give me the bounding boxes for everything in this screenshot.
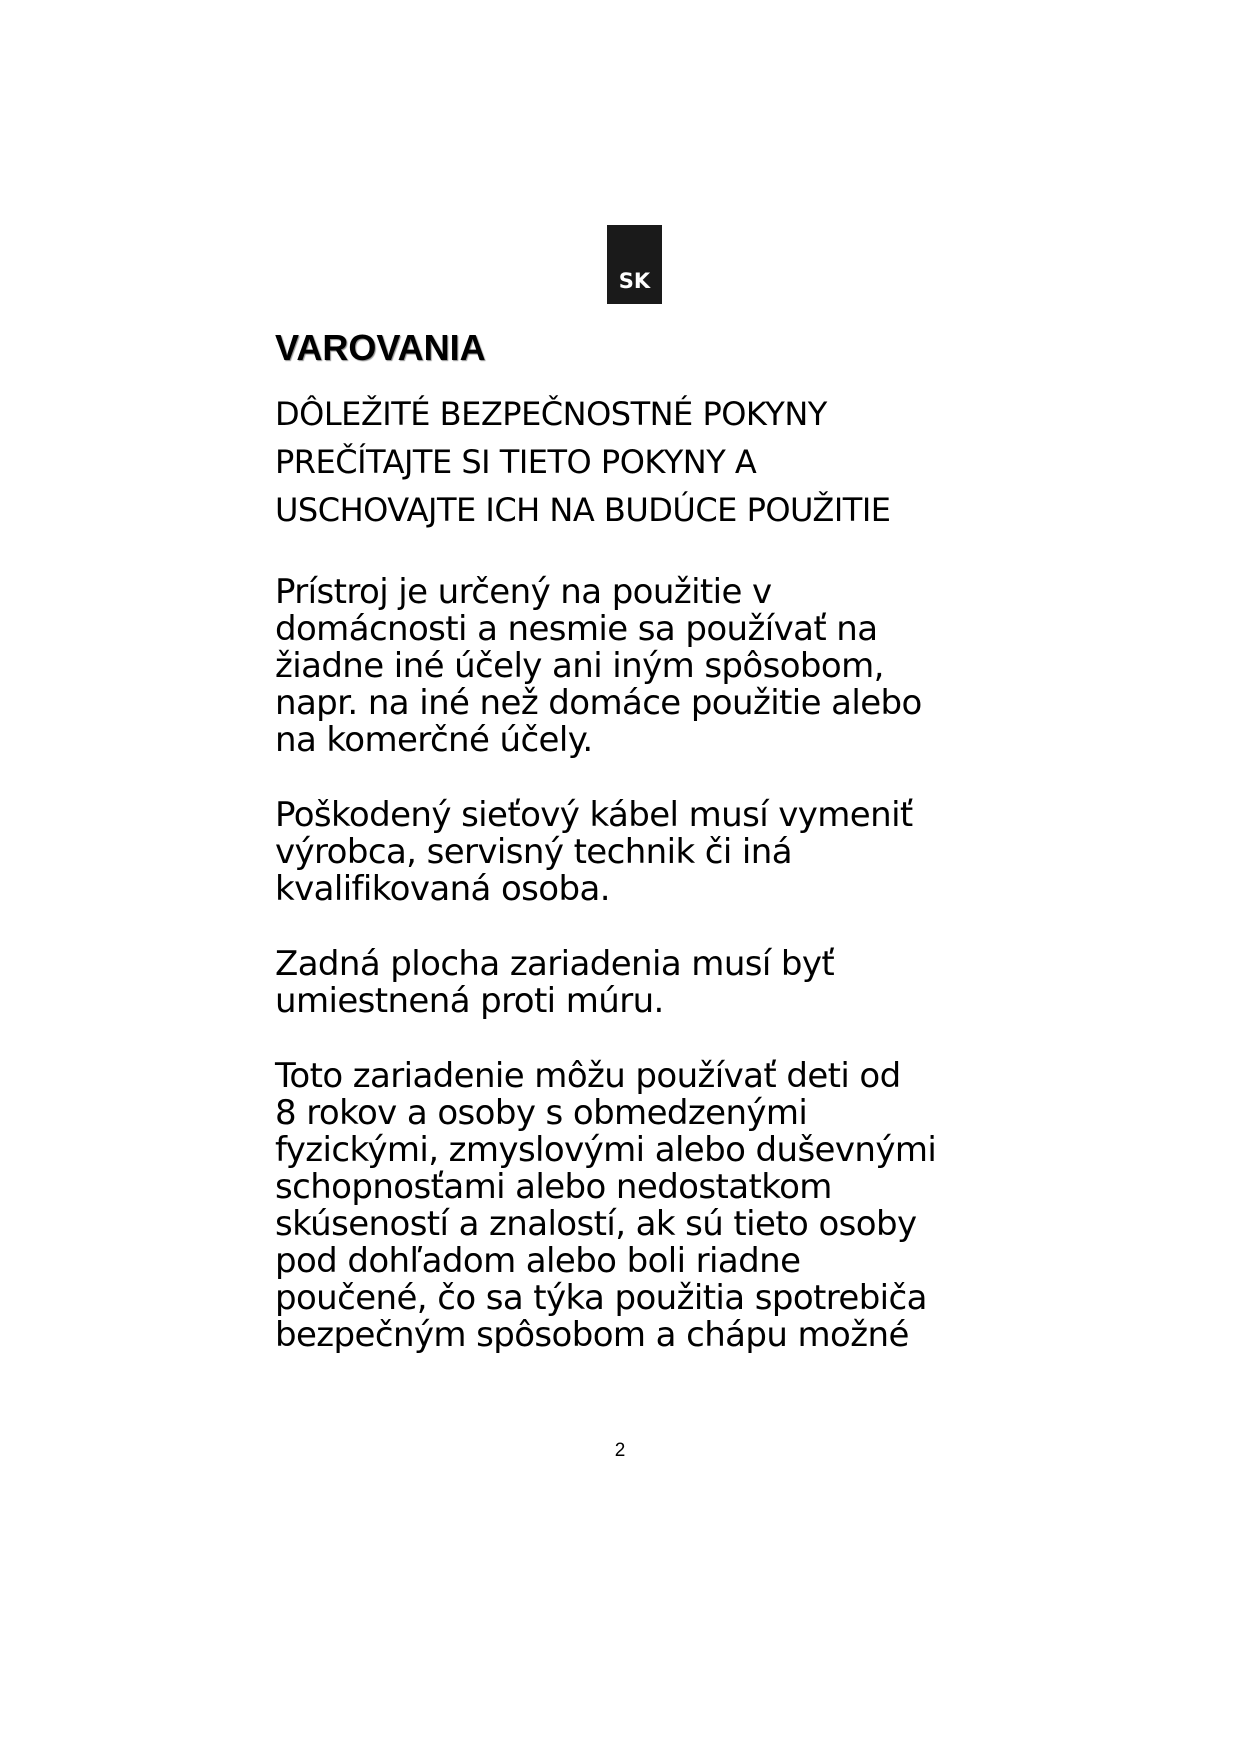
page-number: 2 bbox=[614, 1440, 626, 1461]
subheading-line: PREČÍTAJTE SI TIETO POKYNY A bbox=[275, 443, 757, 481]
paragraph-intended-use: Prístroj je určený na použitie v domácnosti a nesmie sa používať na žiadne iné účely ani iným spôsobom, napr. na iné než domáce použitie alebo na komerčné účely. bbox=[275, 572, 922, 760]
important-safety-heading bbox=[275, 390, 995, 534]
paragraph-placement: Zadná plocha zariadenia musí byť umiestnená proti múru. bbox=[275, 944, 835, 1021]
paragraph-power-cable: Poškodený sieťový kábel musí vymeniť výrobca, servisný technik či iná kvalifikovaná osoba. bbox=[275, 795, 913, 909]
paragraph-children-use: Toto zariadenie môžu používať deti od 8 rokov a osoby s obmedzenými fyzickými, zmyslovými alebo duševnými schopnosťami alebo nedostatkom skúseností a znalostí, ak sú tieto osoby pod dohľadom alebo boli riadne poučené, čo sa týka použitia spotrebiča bezpečným spôsobom a chápu možné bbox=[275, 1056, 937, 1355]
subheading-line: DÔLEŽITÉ BEZPEČNOSTNÉ POKYNY bbox=[275, 395, 827, 433]
subheading-line: USCHOVAJTE ICH NA BUDÚCE POUŽITIE bbox=[275, 491, 891, 529]
warnings-section bbox=[275, 327, 995, 1355]
language-badge: SK bbox=[607, 225, 662, 304]
section-title: VAROVANIA bbox=[275, 327, 486, 368]
